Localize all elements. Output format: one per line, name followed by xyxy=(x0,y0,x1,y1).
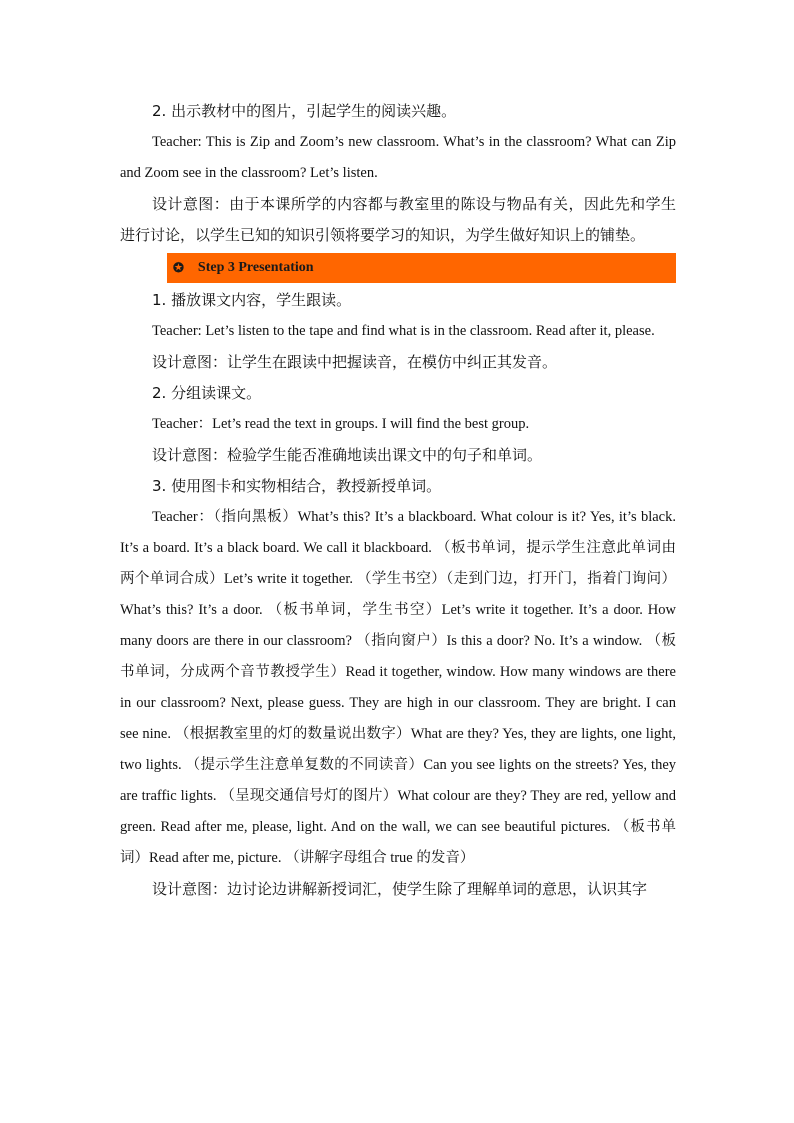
teacher-dialogue: Teacher: Let’s listen to the tape and find what is in the classroom. Read after it, please. xyxy=(152,323,655,339)
design-intent: 设计意图：检验学生能否准确地读出课文中的句子和单词。 xyxy=(152,446,543,464)
step-title: Step 3 Presentation xyxy=(197,260,314,275)
star-circle-icon: ✪ xyxy=(173,260,184,275)
teacher-dialogue: Teacher：Let’s read the text in groups. I will find the best group. xyxy=(152,416,530,432)
design-intent: 设计意图：让学生在跟读中把握读音，在模仿中纠正其发音。 xyxy=(152,353,558,371)
document-page xyxy=(120,96,676,905)
instruction-item: 2. 分组读课文。 xyxy=(152,384,262,402)
teacher-dialogue: Teacher: This is Zip and Zoom’s new classroom. What’s in the classroom? What can Zip and Zoom see in the classroom? Let’s listen. xyxy=(120,134,676,181)
instruction-item: 3. 使用图卡和实物相结合，教授新授单词。 xyxy=(152,477,442,495)
design-intent: 设计意图：由于本课所学的内容都与教室里的陈设与物品有关，因此先和学生进行讨论，以学生已知的知识引领将要学习的知识，为学生做好知识上的铺垫。 xyxy=(120,195,676,244)
step-header xyxy=(167,253,676,283)
teacher-dialogue: Teacher：（指向黑板）What’s this? It’s a blackboard. What colour is it? Yes, it’s black. It’s a board. It’s a black board. We call it blackboard. （板书单词，提示学生注意此单词由两个单词合成）Let’s write it together. （学生书空）（走到门边，打开门，指着门询问）What’s this? It’s a door. （板书单词，学生书空）Let’s write it together. It’s a door. How many doors are there in our classroom? （指向窗户）Is this a door? No. It’s a window. （板书单词，分成两个音节教授学生）Read it together, window. How many windows are there in our classroom? Next, please guess. They are high in our classroom. They are bright. I can see nine. （根据教室里的灯的数量说出数字）What are they? Yes, they are lights, one light, two lights. （提示学生注意单复数的不同读音）Can you see lights on the streets? Yes, they are traffic lights. （呈现交通信号灯的图片）What colour are they? They are red, yellow and green. Read after me, please, light. And on the wall, we can see beautiful pictures. （板书单词）Read after me, picture. （讲解字母组合 true 的发音） xyxy=(120,509,676,866)
design-intent: 设计意图：边讨论边讲解新授词汇，使学生除了理解单词的意思，认识其字 xyxy=(152,880,648,898)
instruction-item: 1. 播放课文内容，学生跟读。 xyxy=(152,291,352,309)
instruction-item: 2. 出示教材中的图片，引起学生的阅读兴趣。 xyxy=(152,102,457,120)
